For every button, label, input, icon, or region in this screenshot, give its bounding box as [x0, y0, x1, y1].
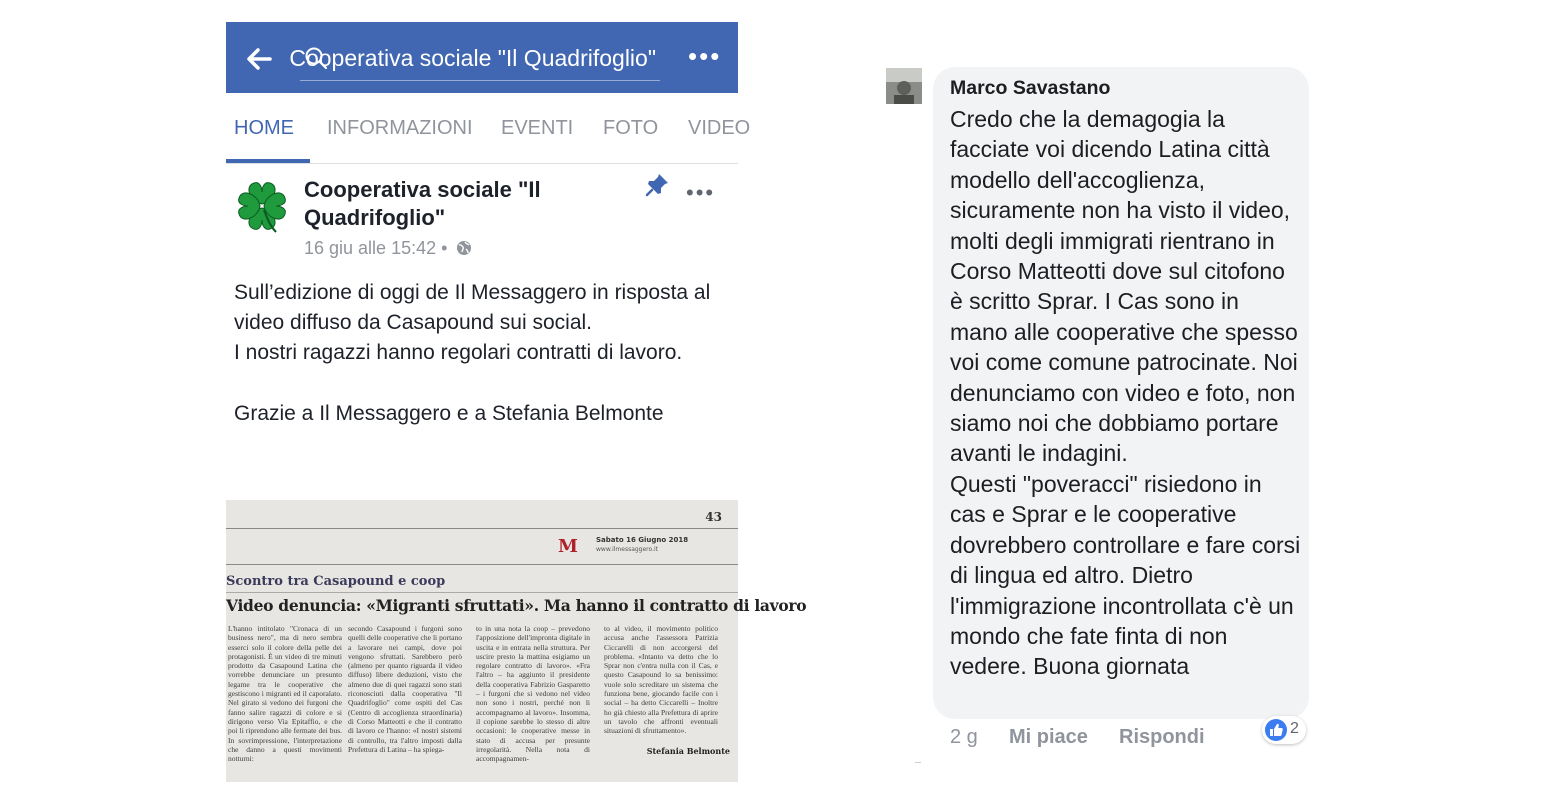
facebook-page-screenshot: [226, 22, 807, 782]
newspaper-column: to in una nota la coop – prevedono l'apposizione dell'impronta digitale in uscita e in entrata nella struttura. Per uscire presto la mattina esigiamo un regolare contratto di lavoro». «Fra l'altro – ha aggiunto il presidente della cooperativa Fabrizio Gasparetto – i furgoni che si vedono nel video non sono i nostri, perché non li accompagnamo al lavoro». Insomma, il copione sarebbe lo stesso di altre occasioni: le cooperative messe in stato di accusa per presunte irregolarità. Nella nota di accompagnamen-: [476, 624, 590, 764]
reaction-count: 2: [1290, 720, 1299, 737]
post-paragraph: Sull’edizione di oggi de Il Messaggero in risposta al video diffuso da Casapound sui social.: [234, 281, 711, 335]
newspaper-date: Sabato 16 Giugno 2018: [596, 536, 689, 544]
post-timestamp[interactable]: 16 giu alle 15:42: [304, 238, 437, 258]
back-button[interactable]: [244, 44, 274, 74]
tab-informazioni[interactable]: INFORMAZIONI: [327, 117, 473, 139]
tab-home[interactable]: HOME: [234, 117, 294, 139]
arrow-left-icon: [244, 44, 274, 74]
newspaper-byline: Stefania Belmonte: [646, 746, 730, 756]
globe-icon: [456, 240, 472, 256]
app-header: [226, 22, 738, 93]
reactions-badge[interactable]: [1262, 716, 1306, 744]
svg-text:M: M: [558, 536, 578, 557]
more-horizontal-icon[interactable]: •••: [688, 41, 722, 71]
like-button[interactable]: Mi piace: [1009, 726, 1088, 748]
profile-photo-icon: [886, 68, 922, 104]
newspaper-column: secondo Casapound i furgoni sono quelli delle cooperative che li portano a lavorare nei campi, dove poi vengono sfruttati. Sarebbero però (almeno per quanto riguarda il video diffuso) libere deduzioni, visto che almeno due di quei ragazzi sono stati riconosciuti dalla cooperativa "Il Quadrifoglio" come ospiti del Cas (Centro di accoglienza straordinaria) di Corso Matteotti e che il contratto di lavoro ce l'hanno: «I nostri sistemi di controllo, tra l'altro imposti dalla Prefettura di Latina – ha spiega-: [348, 624, 462, 754]
post-header: [226, 168, 738, 268]
meta-separator: •: [441, 238, 448, 258]
newspaper-site: www.ilmessaggero.it: [596, 546, 659, 553]
post-paragraph: Grazie a Il Messaggero e a Stefania Belmonte: [234, 401, 664, 425]
pin-icon: [644, 172, 670, 198]
post-options-icon[interactable]: •••: [686, 180, 716, 205]
newspaper-clipping-image[interactable]: [226, 500, 807, 782]
comment-text: [950, 104, 1302, 682]
tab-video[interactable]: VIDEO: [688, 117, 751, 139]
page-name-link[interactable]: Cooperativa sociale "Il Quadrifoglio": [304, 177, 541, 230]
comment-time[interactable]: 2 g: [950, 726, 978, 748]
comment-paragraph: Credo che la demagogia la facciate voi dicendo Latina città modello dell'accoglienza, sicuramente non ha visto il video, molti degli immigrati rientrano in Corso Matteotti dove sul citofono è scritto Sprar. I Cas sono in mano alle cooperative che spesso voi come comune patrocinate. Noi denunciamo con video e foto, non siamo noi che dobbiamo portare avanti le indagini.: [950, 106, 1298, 467]
newspaper-rule: [226, 528, 738, 529]
newspaper-column: to al video, il movimento politico accusa anche l'assessora Patrizia Ciccarelli di non accorgersi del problema. «Intanto va detto che lo Sprar non c'entra nulla con il Cas, e questo Casapound lo sa benissimo: vuole solo screditare un sistema che funziona bene, giocando facile con i social – ha detto Ciccarelli – Inoltre ho già chiesto alla Prefettura di aprire un tavolo che affronti eventuali situazioni di sfruttamento».: [604, 624, 718, 736]
thumbs-up-icon: [1264, 718, 1288, 742]
reply-button[interactable]: Rispondi: [1119, 726, 1205, 748]
clover-logo-icon[interactable]: [232, 176, 292, 236]
search-input[interactable]: [289, 36, 660, 81]
comment-bubble: [933, 67, 1309, 719]
comment-paragraph: Questi "poveracci" risiedono in cas e Sprar e le cooperative dovrebbero controllare e fare corsi di lingua ed altro. Dietro l'immigrazione incontrollata c'è un mondo che fate finta di non vedere. Buona giornata: [950, 470, 1301, 680]
active-tab-indicator: [226, 159, 310, 163]
newspaper-rule: [226, 564, 738, 565]
post-paragraph: I nostri ragazzi hanno regolari contratti di lavoro.: [234, 341, 683, 365]
newspaper-rule: [226, 592, 738, 593]
search-query: Cooperativa sociale "Il Quadrifoglio": [289, 45, 656, 71]
newspaper-column: L'hanno intitolato "Cronaca di un business nero", ma di nero sembra esserci solo il colore della pelle dei protagonisti. È un video di tre minuti prodotto da Casapound Latina che vorrebbe denunciare un presunto legame tra le cooperative che gestiscono i migranti ed il caporalato. Nel girato si vedono dei furgoni che fanno salire ragazzi di colore e si dirigono verso Via Epitaffio, e che poi li riprendono alle fermate dei bus. In sovrimpressione, l'interpretazione che danno a questi movimenti notturni:: [228, 624, 342, 764]
page-tabs: [226, 93, 751, 164]
post-paragraph: [234, 369, 714, 399]
post-meta: [304, 238, 472, 259]
avatar[interactable]: [886, 68, 922, 104]
tab-eventi[interactable]: EVENTI: [501, 117, 574, 139]
newspaper-kicker: Scontro tra Casapound e coop: [226, 574, 446, 589]
newspaper-page-number: 43: [705, 510, 722, 524]
tab-foto[interactable]: FOTO: [603, 117, 659, 139]
newspaper-headline: Video denuncia: «Migranti sfruttati». Ma hanno il contratto di lavoro: [226, 596, 807, 615]
commenter-name-link[interactable]: Marco Savastano: [950, 77, 1111, 99]
post-text: [234, 278, 714, 429]
divider: [915, 762, 921, 763]
messaggero-logo-icon: [558, 536, 578, 557]
